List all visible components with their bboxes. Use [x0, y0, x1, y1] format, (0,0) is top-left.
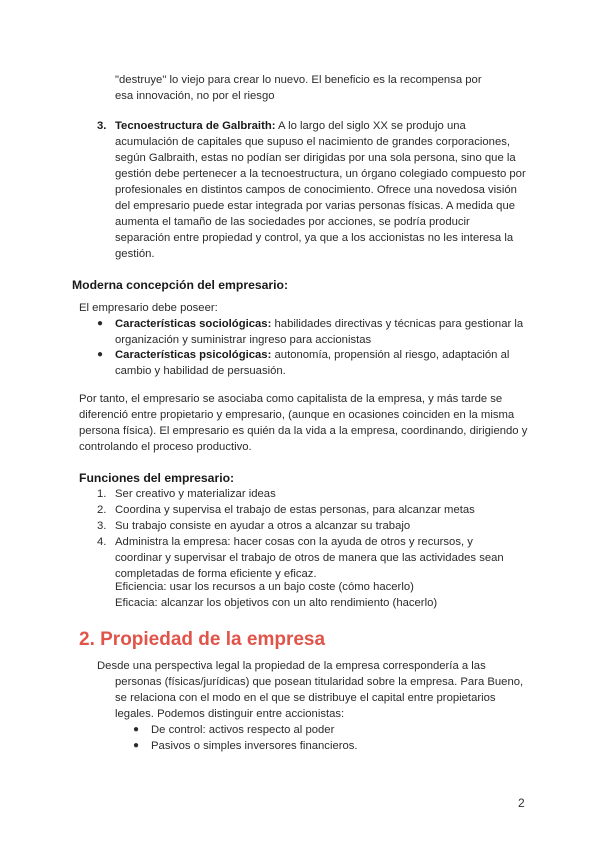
list-item-galbraith	[115, 118, 527, 262]
list-item	[97, 502, 517, 518]
page-number: 2	[518, 796, 525, 810]
bullet-icon: ●	[97, 349, 104, 360]
bullet-icon: ●	[133, 724, 140, 735]
bullet-text: autonomía, propensión al riesgo, adaptación al cambio y habilidad de persuasión.	[115, 349, 510, 377]
list-text: Ser creativo y materializar ideas	[115, 488, 276, 500]
continuation-line-2: esa innovación, no por el riesgo	[115, 90, 275, 102]
list-item	[97, 534, 517, 582]
paragraph-rest: personas (físicas/jurídicas) que posean titularidad sobre la empresa. Para Bueno, se relaciona con el modo en el que se distribuye el capital entre propietarios legales. Podemos distinguir entre accionistas:	[115, 676, 524, 720]
list-item	[97, 518, 517, 534]
bullet-title: Características psicológicas:	[115, 349, 272, 361]
bullet-text: Pasivos o simples inversores financieros.	[151, 740, 358, 752]
efficiency-definition: Eficiencia: usar los recursos a un bajo coste (cómo hacerlo)	[115, 581, 414, 593]
item-title: Tecnoestructura de Galbraith:	[115, 120, 276, 132]
efficacy-definition: Eficacia: alcanzar los objetivos con un alto rendimiento (hacerlo)	[115, 597, 438, 609]
list-number: 1.	[97, 488, 107, 500]
continuation-text	[115, 72, 525, 104]
list-text: Su trabajo consiste en ayudar a otros a alcanzar su trabajo	[115, 520, 411, 532]
paragraph-empresario: Por tanto, el empresario se asociaba como capitalista de la empresa, y más tarde se diferenció entre propietario y empresario, (aunque en ocasiones coinciden en la misma persona física). El empresario es quién da la vida a la empresa, coordinando, dirigiendo y controlando el proceso productivo.	[79, 393, 528, 453]
list-number: 3.	[97, 520, 107, 532]
list-number: 2.	[97, 504, 107, 516]
item-text: A lo largo del siglo XX se produjo una acumulación de capitales que supuso el nacimiento de grandes corporaciones, según Galbraith, estas no podían ser dirigidas por una sola persona, sino que la gestión debe pertenecer a la tecnoestructura, un órgano colegiado compuesto por profesionales en distintos campos de conocimiento. Ofrece una novedosa visión del empresario puede estar integrada por varias personas físicas. A medida que aumenta el tamaño de las sociedades por acciones, se podría producir separación entre propiedad y control, ya que a los accionistas no les interesa la gestión.	[115, 120, 526, 260]
bullet-icon: ●	[133, 740, 140, 751]
section-heading-functions: Funciones del empresario:	[79, 471, 235, 485]
list-item	[97, 486, 517, 502]
list-item	[133, 738, 513, 754]
list-item	[97, 316, 527, 348]
list-text: Coordina y supervisa el trabajo de estas personas, para alcanzar metas	[115, 504, 475, 516]
section-heading-modern: Moderna concepción del empresario:	[72, 278, 289, 292]
list-number: 3.	[97, 120, 107, 132]
bullet-text: habilidades directivas y técnicas para gestionar la organización y suministrar ingreso para accionistas	[115, 318, 524, 346]
list-text: Administra la empresa: hacer cosas con la ayuda de otros y recursos, y coordinar y supervisar el trabajo de otros de manera que las actividades sean completadas de forma eficiente y eficaz.	[115, 536, 504, 580]
bullet-text: De control: activos respecto al poder	[151, 724, 335, 736]
intro-text: El empresario debe poseer:	[79, 302, 218, 314]
list-item	[97, 347, 527, 379]
paragraph-first-line: Desde una perspectiva legal la propiedad de la empresa correspondería a las	[97, 660, 486, 672]
bullet-title: Características sociológicas:	[115, 318, 272, 330]
list-item	[133, 722, 513, 738]
section-title-propiedad: 2. Propiedad de la empresa	[79, 629, 326, 650]
bullet-icon: ●	[97, 318, 104, 329]
continuation-line-1: "destruye" lo viejo para crear lo nuevo. El beneficio es la recompensa por	[115, 74, 482, 86]
paragraph-propiedad	[97, 658, 527, 722]
list-number: 4.	[97, 536, 107, 548]
